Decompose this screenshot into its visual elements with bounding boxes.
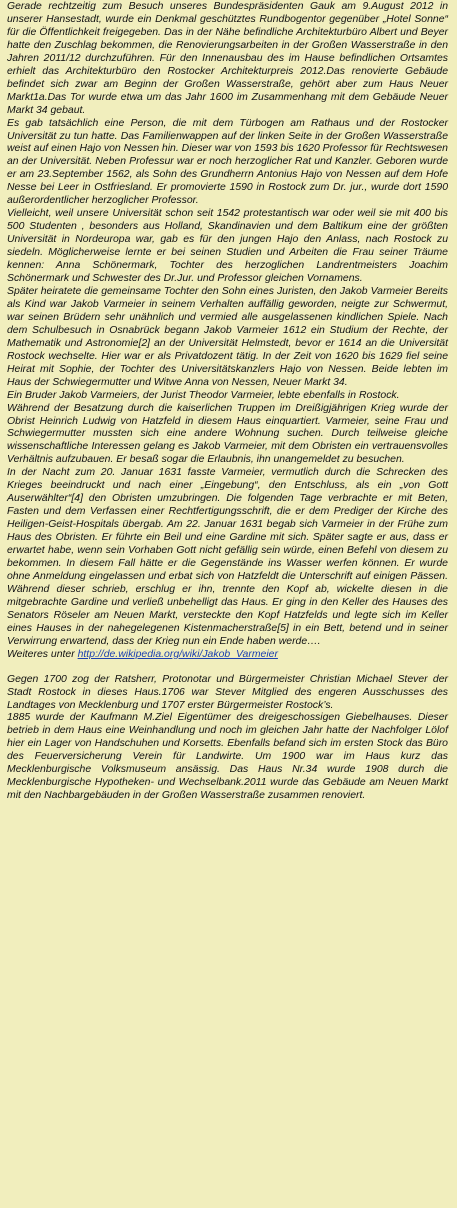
paragraph-gate-history: Gerade rechtzeitig zum Besuch unseres Bundespräsidenten Gauk am 9.August 2012 in unserer Hansestadt, wurde ein Denkmal geschütztes Rundbogentor gegenüber „Hotel Sonne“ für die Öffentlichkeit freigegeben. Das in der Nähe befindliche Architekturbüro Albert und Beyer hatte den Zuschlag bekommen, die Renovierungsarbeiten in der Großen Wasserstraße in den Jahren 2011/12 durchzuführen. Für den Innenausbau des im Hause befindlichen Ortsamtes erhielt das Architekturbüro den Rostocker Architekturpreis 2012.Das renovierte Gebäude befindet sich zwar am Beginn der Großen Wasserstraße, gehört aber zum Haus Neuer Markt1a.Das Tor wurde etwa um das Jahr 1600 im Zusammenhang mit dem Gebäude Neuer Markt 34 gebaut. — [7, 1, 448, 116]
paragraph-stever: Gegen 1700 zog der Ratsherr, Protonotar und Bürgermeister Christian Michael Stever der Stadt Rostock in dieses Haus.1706 war Stever Mitglied des engeren Ausschusses des Landtages von Mecklenburg und 1707 erster Bürgermeister Rostock’s. — [7, 673, 448, 711]
paragraph-gap — [7, 662, 448, 674]
wikipedia-link[interactable]: http://de.wikipedia.org/wiki/Jakob_Varmeier — [77, 648, 278, 660]
paragraph-theodor-varmeier: Ein Bruder Jakob Varmeiers, der Jurist Theodor Varmeier, lebte ebenfalls in Rostock. — [7, 389, 400, 401]
paragraph-university: Vielleicht, weil unsere Universität schon seit 1542 protestantisch war oder weil sie mit 400 bis 500 Studenten , besonders aus Holland, Skandinavien und dem Baltikum eine der größten Universität in Nordeuropa war, gab es für den jungen Hajo den Anlass, nach Rostock zu siedeln. Möglicherweise lernte er bei seinen Studien und Arbeiten die Frau seiner Träume kennen: Anna Schönermark, Tochter des herzoglichen Landrentmeisters Joachim Schönermark und Schwester des Dr.Jur. und Professor gleichen Vornamens. — [7, 208, 448, 285]
paragraph-hajo-von-nessen: Es gab tatsächlich eine Person, die mit dem Türbogen am Rathaus und der Rostocker Universität zu tun hatte. Das Familienwappen auf der linken Seite in der Großen Wasserstraße weist auf einen Hajo von Nessen hin. Dieser war von 1593 bis 1620 Professor für Rechtswesen an der Universität. Neben Professur war er noch herzoglicher Rat und Kanzler. Geboren wurde er am 23.September 1562, als Sohn des Grundherrn Antonius Hajo von Nessen auf dem Hofe Nesse bei Leer in Ostfriesland. Er promovierte 1590 in Rostock zum Dr. jur., wurde dort 1590 außerordentlicher herzoglicher Professor. — [7, 117, 448, 207]
paragraph-occupation: Während der Besatzung durch die kaiserlichen Truppen im Dreißigjährigen Krieg wurde der Obrist Heinrich Ludwig von Hatzfeld in diesem Haus einquartiert. Varmeier, seine Frau und Schwiegermutter mussten sich eine andere Wohnung suchen. Durch teilweise gleiche wissenschaftliche Interessen gelang es Jakob Varmeier, mit dem Obristen ein vertrauensvolles Verhältnis aufzubauen. Er besaß sogar die Erlaubnis, ihn unangemeldet zu besuchen. — [7, 402, 448, 466]
paragraph-murder: In der Nacht zum 20. Januar 1631 fasste Varmeier, vermutlich durch die Schrecken des Krieges beeindruckt und nach einer „Eingebung“, den Entschluss, als ein „von Gott Auserwählter“[4] den Obristen umzubringen. Die folgenden Tage verbrachte er mit Beten, Fasten und dem Verfassen einer Rechtfertigungsschrift, die er dem Prediger der Kirche des Heiligen-Geist-Hospitals übergab. Am 22. Januar 1631 begab sich Varmeier in der Frühe zum Haus des Obristen. Er führte ein Beil und eine Gardine mit sich. Später sagte er aus, dass er erwartet habe, wenn sein Vorhaben Gott nicht gefällig sein würde, einen Befehl von diesem zu bekommen. In diesem Fall hätte er die Gegenstände ins Wasser werfen können. Er wurde ohne Anmeldung eingelassen und erbat sich von Hatzfeldt die Unterschrift auf einigen Pässen. Während dieser schrieb, erschlug er ihn, trennte den Kopf ab, wickelte diesen in die mitgebrachte Gardine und verließ unbehelligt das Haus. Er ging in den Keller des Hauses des Senators Röseler am Neuen Markt, versteckte den Kopf Hatzfelds und legte sich im Keller eines Hauses in der nahegelegenen Kistenmacherstraße[5] in ein Bett, betend und in seiner Verwirrung erwartend, dass der Krieg nun ein Ende haben werde…. — [7, 467, 448, 647]
paragraph-jakob-varmeier: Später heiratete die gemeinsame Tochter den Sohn eines Juristen, den Jakob Varmeier Bereits als Kind war Jakob Varmeier in seinem Verhalten auffällig geworden, neigte zur Schwermut, war seinen Brüdern sehr unähnlich und vermied alle ausgelassenen kindlichen Spiele. Nach dem Schulbesuch in Osnabrück begann Jakob Varmeier 1612 ein Studium der Rechte, der Mathematik und Astronomie[2] an der Universität Helmstedt, bevor er 1614 an die Universität Rostock wechselte. Hier war er als Privatdozent tätig. In der Zeit von 1620 bis 1629 fiel seine Heirat mit Sophie, der Tochter des Universitätskanzlers Hajo von Nessen. Beide lebten im Haus der Schwiegermutter und Witwe Anna von Nessen, Neuer Markt 34. — [7, 285, 448, 388]
paragraph-later-owners: 1885 wurde der Kaufmann M.Ziel Eigentümer des dreigeschossigen Giebelhauses. Dieser betrieb in dem Haus eine Weinhandlung und noch im gleichen Jahr hatte der Nachfolger Lölof hier ein Lager von Handschuhen und Korsetts. Ebenfalls befand sich im ersten Stock das Büro des Feuerversicherung Verein für Landwirte. Um 1900 war im Haus kurz das Mecklenburgische Volksmuseum ansässig. Das Haus Nr.34 wurde 1908 durch die Mecklenburgische Hypotheken- und Wechselbank.2011 wurde das Gebäude am Neuen Markt mit den Nachbargebäuden in der Großen Wasserstraße zusammen renoviert. — [7, 712, 448, 802]
more-info-line — [7, 649, 448, 662]
more-info-label: Weiteres unter — [7, 648, 78, 660]
